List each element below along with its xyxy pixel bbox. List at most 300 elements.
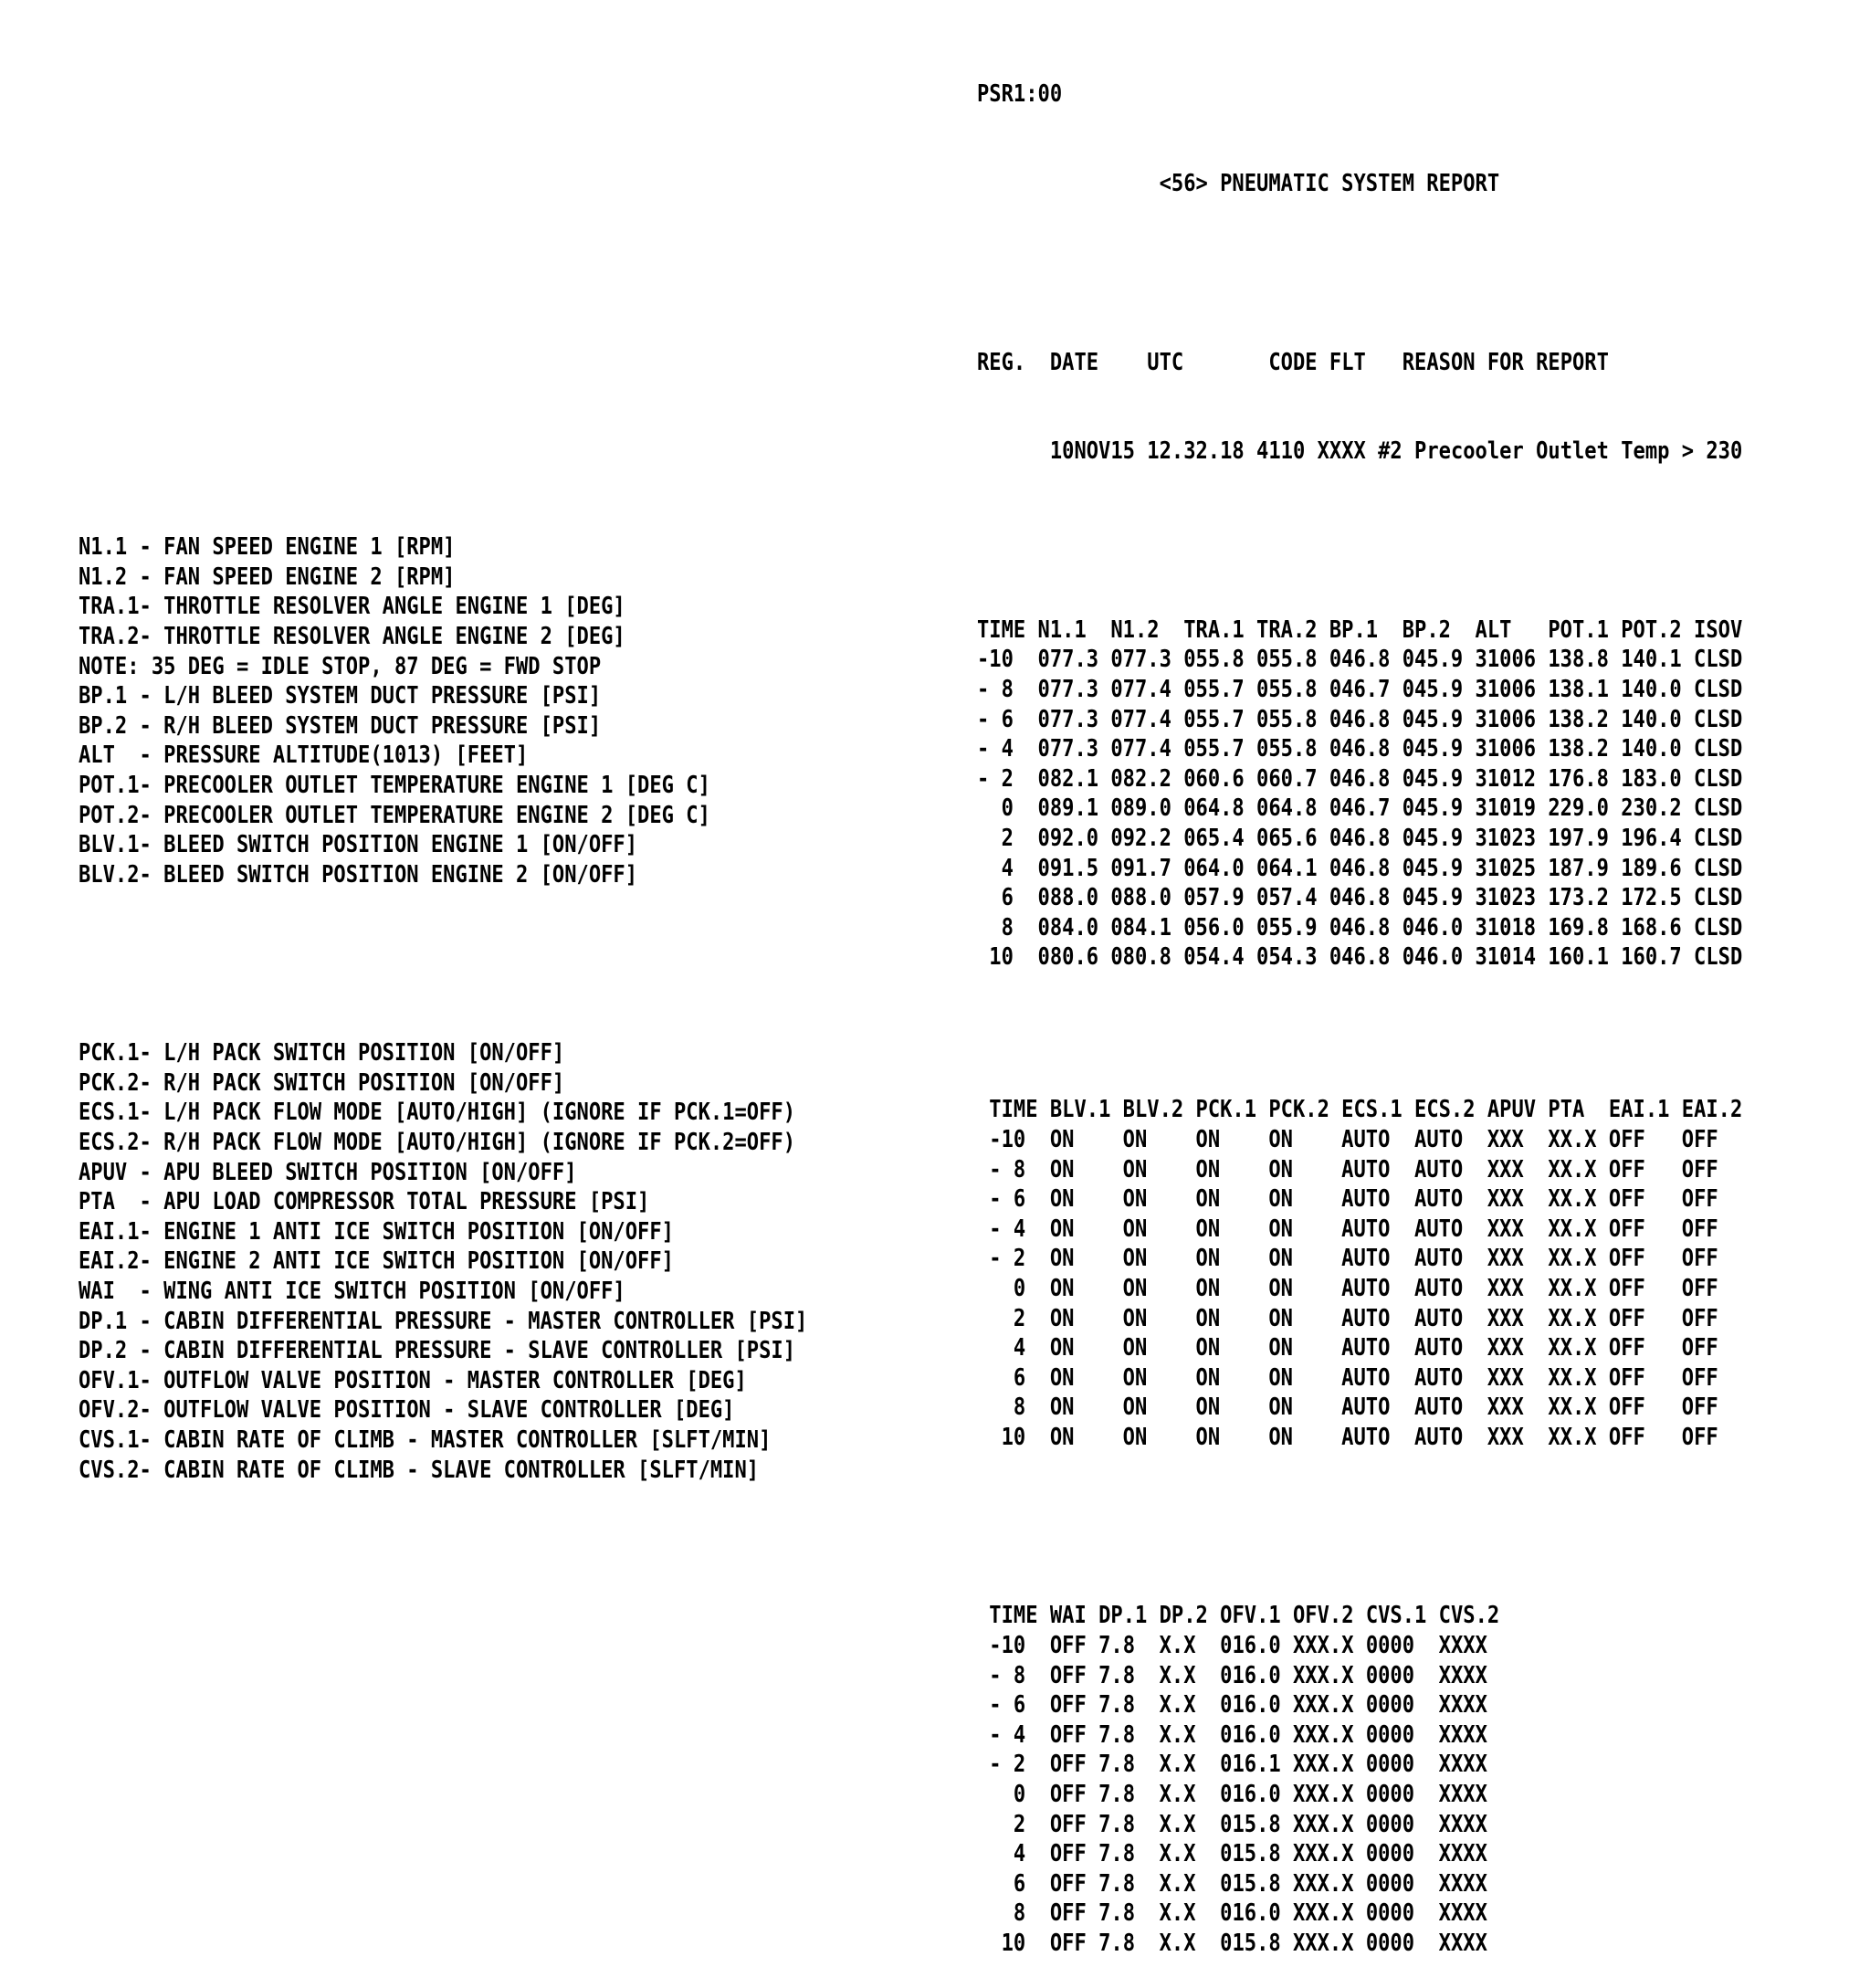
report-title-text: <56> PNEUMATIC SYSTEM REPORT (1159, 169, 1500, 197)
cell: TIME (989, 1602, 1050, 1630)
cell: 077.3 (1037, 676, 1111, 704)
cell: 055.9 (1256, 913, 1329, 941)
cell: 229.0 (1548, 794, 1622, 823)
cell: 160.7 (1621, 943, 1695, 972)
engine-bleed-table (977, 615, 1767, 973)
cell: ISOV (1694, 615, 1755, 644)
cell: 4110 (1256, 437, 1318, 466)
legend-line: ECS.2- R/H PACK FLOW MODE [AUTO/HIGH] (IGNORE IF PCK.2=OFF) (79, 1129, 796, 1157)
cell: 077.4 (1110, 735, 1184, 763)
cell: 077.3 (1037, 646, 1111, 674)
cell: XXX.X (1292, 1781, 1366, 1809)
cell: ON (1195, 1125, 1269, 1153)
cell: 054.3 (1256, 943, 1329, 972)
cell: OFF (1049, 1751, 1099, 1779)
info-value-cells (977, 437, 1767, 467)
cell: ON (1122, 1304, 1196, 1332)
cell: 055.8 (1256, 676, 1329, 704)
cell: 10 (977, 943, 1038, 972)
cell: OFF (1049, 1720, 1099, 1749)
cell: 077.4 (1110, 676, 1184, 704)
cell: XX.X (1548, 1423, 1609, 1451)
legend-line: DP.2 - CABIN DIFFERENTIAL PRESSURE - SLAVE CONTROLLER [PSI] (79, 1337, 796, 1365)
cell: 016.0 (1220, 1661, 1293, 1689)
cell: XXX.X (1292, 1661, 1366, 1689)
cell: OFF (1681, 1304, 1743, 1332)
cell: 045.9 (1402, 884, 1476, 912)
table-row (977, 1631, 1767, 1661)
cell: 2 (989, 1304, 1050, 1332)
cell: XXXX (1438, 1661, 1500, 1689)
cell: OFF (1049, 1930, 1099, 1957)
cell: OFF (1681, 1394, 1743, 1422)
parameter-legend (79, 473, 807, 1515)
table-row (977, 1333, 1767, 1363)
cell: OFF (1049, 1661, 1099, 1689)
cell: - 8 (989, 1155, 1050, 1183)
cell: ON (1049, 1274, 1123, 1302)
legend-line: OFV.1- OUTFLOW VALVE POSITION - MASTER CONTROLLER [DEG] (79, 1366, 747, 1394)
cell: XXXX (1317, 437, 1379, 466)
cell: 10NOV15 (1049, 437, 1148, 466)
cell: EAI.1 (1608, 1096, 1682, 1124)
cell: AUTO (1414, 1125, 1487, 1153)
cell: 0000 (1365, 1899, 1439, 1928)
cell: ON (1195, 1363, 1269, 1392)
cell: - 8 (989, 1661, 1050, 1689)
cell: 016.1 (1220, 1751, 1293, 1779)
cell: 046.8 (1329, 913, 1402, 941)
report-header-id: PSR1:00 (977, 80, 1063, 109)
cell: OFF (1608, 1125, 1682, 1153)
cell: CLSD (1694, 735, 1755, 763)
cell: 10 (989, 1930, 1050, 1957)
cell: AUTO (1341, 1334, 1415, 1362)
cell: OFF (1681, 1363, 1743, 1392)
cell: 080.6 (1037, 943, 1111, 972)
cell: XXX (1487, 1334, 1549, 1362)
cell: XXXX (1438, 1751, 1500, 1779)
cell: BP.1 (1329, 615, 1402, 644)
cell: AUTO (1414, 1155, 1487, 1183)
cell: 056.0 (1183, 913, 1257, 941)
cell: 046.8 (1329, 854, 1402, 882)
cell: 0000 (1365, 1661, 1439, 1689)
cell: CLSD (1694, 884, 1755, 912)
cell: XX.X (1548, 1334, 1609, 1362)
cell: ON (1195, 1215, 1269, 1243)
cell: 4 (977, 854, 1038, 882)
cell: 31006 (1475, 735, 1549, 763)
cell: 046.0 (1402, 943, 1476, 972)
cell: 045.9 (1402, 735, 1476, 763)
cell: OFF (1049, 1781, 1099, 1809)
cell: AUTO (1341, 1274, 1415, 1302)
cell: OFF (1608, 1334, 1682, 1362)
table-row (977, 1393, 1767, 1423)
cell: 7.8 (1098, 1899, 1160, 1928)
cell: XXX.X (1292, 1632, 1366, 1660)
cell: 2 (977, 825, 1038, 853)
cell: OFF (1608, 1363, 1682, 1392)
cell: 0000 (1365, 1930, 1439, 1957)
cell: XX.X (1548, 1304, 1609, 1332)
cell: 045.9 (1402, 825, 1476, 853)
report-spacer (977, 258, 1767, 289)
legend-line: PCK.2- R/H PACK SWITCH POSITION [ON/OFF] (79, 1068, 565, 1097)
cell: 7.8 (1098, 1781, 1160, 1809)
cell: ON (1049, 1155, 1123, 1183)
cell: CLSD (1694, 854, 1755, 882)
cell: - 2 (989, 1245, 1050, 1273)
table-row (977, 824, 1767, 854)
cell: CLSD (1694, 705, 1755, 733)
cell: CLSD (1694, 794, 1755, 823)
cell: XX.X (1548, 1125, 1609, 1153)
cell: 046.7 (1329, 676, 1402, 704)
table-row (977, 705, 1767, 735)
cell: OFF (1608, 1394, 1682, 1422)
cell: ECS.1 (1341, 1096, 1415, 1124)
report-spacer (977, 1032, 1767, 1036)
cell: XXX.X (1292, 1720, 1366, 1749)
cell: AUTO (1341, 1363, 1415, 1392)
cell: 016.0 (1220, 1899, 1293, 1928)
cell: POT.2 (1621, 615, 1695, 644)
table-row (977, 1215, 1767, 1245)
table-row (977, 1155, 1767, 1185)
cell: ON (1049, 1215, 1123, 1243)
cell: 046.8 (1329, 943, 1402, 972)
cell: 140.1 (1621, 646, 1695, 674)
cell: ON (1195, 1304, 1269, 1332)
cell: XXXX (1438, 1691, 1500, 1720)
cell: - 6 (989, 1185, 1050, 1214)
cell: 046.8 (1329, 764, 1402, 793)
cell: ON (1049, 1185, 1123, 1214)
cell: ON (1195, 1185, 1269, 1214)
cell: ON (1122, 1215, 1196, 1243)
table-row (977, 1184, 1767, 1215)
cell: -10 (977, 646, 1038, 674)
cell: BLV.2 (1122, 1096, 1196, 1124)
cell: OFV.2 (1292, 1602, 1366, 1630)
cell: 016.0 (1220, 1720, 1293, 1749)
table-row (977, 1304, 1767, 1334)
cell (977, 437, 1050, 465)
cell: ON (1268, 1215, 1342, 1243)
cell: OFF (1049, 1899, 1099, 1928)
cell: 183.0 (1621, 764, 1695, 793)
cell: -10 (989, 1125, 1050, 1153)
cell: AUTO (1414, 1423, 1487, 1451)
cell: 055.8 (1256, 705, 1329, 733)
cell: 015.8 (1220, 1869, 1293, 1898)
cell: ON (1122, 1363, 1196, 1392)
cell: 064.1 (1256, 854, 1329, 882)
cell: 055.7 (1183, 735, 1257, 763)
cell: WAI (1049, 1602, 1099, 1630)
cell: 0 (989, 1781, 1050, 1809)
cell: AUTO (1341, 1394, 1415, 1422)
cell: 176.8 (1548, 764, 1622, 793)
cell: 230.2 (1621, 794, 1695, 823)
cell: XX.X (1548, 1274, 1609, 1302)
report-spacer (977, 526, 1767, 556)
cell: 046.8 (1329, 884, 1402, 912)
cell: XX.X (1548, 1155, 1609, 1183)
cell: X.X (1159, 1869, 1221, 1898)
cell: 31014 (1475, 943, 1549, 972)
cell: 064.0 (1183, 854, 1257, 882)
cell: ON (1268, 1423, 1342, 1451)
table-header (977, 615, 1767, 646)
cell: 016.0 (1220, 1691, 1293, 1720)
cell: X.X (1159, 1632, 1221, 1660)
cell: - 2 (989, 1751, 1050, 1779)
cell: 045.9 (1402, 794, 1476, 823)
report-title (977, 169, 1767, 199)
cell: XXX (1487, 1215, 1549, 1243)
cell: PTA (1548, 1096, 1609, 1124)
legend-line: BLV.2- BLEED SWITCH POSITION ENGINE 2 [ON/OFF] (79, 860, 638, 889)
table-row (977, 794, 1767, 824)
cell: 045.9 (1402, 646, 1476, 674)
cell: OFF (1608, 1155, 1682, 1183)
cell: 060.6 (1183, 764, 1257, 793)
legend-line: EAI.2- ENGINE 2 ANTI ICE SWITCH POSITION [ON/OFF] (79, 1247, 674, 1276)
cell: 077.3 (1037, 735, 1111, 763)
cell: 12.32.18 (1147, 437, 1257, 466)
cell: XXX (1487, 1155, 1549, 1183)
cell: 0000 (1365, 1869, 1439, 1898)
cabin-pressure-table (977, 1601, 1767, 1958)
cell: 7.8 (1098, 1810, 1160, 1838)
cell: 7.8 (1098, 1691, 1160, 1720)
cell: ON (1049, 1304, 1123, 1332)
cell: ON (1049, 1394, 1123, 1422)
cell: OFF (1608, 1245, 1682, 1273)
legend-group-pack-cabin (79, 1038, 807, 1485)
legend-line: EAI.1- ENGINE 1 ANTI ICE SWITCH POSITION [ON/OFF] (79, 1217, 674, 1246)
cell: ECS.2 (1414, 1096, 1487, 1124)
cell: OFF (1608, 1215, 1682, 1243)
cell: OFF (1681, 1423, 1743, 1451)
cell: OFF (1049, 1632, 1099, 1660)
cell: 140.0 (1621, 705, 1695, 733)
cell: 065.6 (1256, 825, 1329, 853)
cell: ON (1195, 1334, 1269, 1362)
cell: ON (1049, 1334, 1123, 1362)
switch-position-table (977, 1095, 1767, 1452)
table-row (977, 1423, 1767, 1453)
cell: 046.8 (1329, 705, 1402, 733)
cell: 055.8 (1256, 735, 1329, 763)
cell: 31012 (1475, 764, 1549, 793)
cell: N1.2 (1110, 615, 1184, 644)
legend-line: ECS.1- L/H PACK FLOW MODE [AUTO/HIGH] (IGNORE IF PCK.1=OFF) (79, 1099, 796, 1127)
cell: XX.X (1548, 1394, 1609, 1422)
cell: XXX (1487, 1423, 1549, 1451)
cell: ON (1268, 1185, 1342, 1214)
cell: TRA.1 (1183, 615, 1257, 644)
cell: XXX.X (1292, 1691, 1366, 1720)
cell: X.X (1159, 1661, 1221, 1689)
cell: POT.1 (1548, 615, 1622, 644)
cell: 064.8 (1256, 794, 1329, 823)
cell: 0000 (1365, 1810, 1439, 1838)
table-row (977, 675, 1767, 705)
cell: ON (1122, 1155, 1196, 1183)
cell: 8 (989, 1899, 1050, 1928)
cell: 138.2 (1548, 705, 1622, 733)
cell: 169.8 (1548, 913, 1622, 941)
cell: XXX (1487, 1274, 1549, 1302)
cell: XXXX (1438, 1930, 1500, 1957)
cell: XXX.X (1292, 1810, 1366, 1838)
cell: TIME (989, 1096, 1050, 1124)
table-row (977, 854, 1767, 884)
cell: AUTO (1414, 1304, 1487, 1332)
cell: 31023 (1475, 884, 1549, 912)
cell: ON (1268, 1155, 1342, 1183)
cell: 0000 (1365, 1720, 1439, 1749)
cell: 057.4 (1256, 884, 1329, 912)
legend-line: CVS.1- CABIN RATE OF CLIMB - MASTER CONTROLLER [SLFT/MIN] (79, 1426, 772, 1454)
cell: 0000 (1365, 1632, 1439, 1660)
cell: ON (1268, 1394, 1342, 1422)
cell: 31019 (1475, 794, 1549, 823)
legend-line: TRA.2- THROTTLE RESOLVER ANGLE ENGINE 2 [DEG] (79, 622, 625, 650)
cell: 0000 (1365, 1781, 1439, 1809)
cell: 2 (989, 1810, 1050, 1838)
cell: 138.8 (1548, 646, 1622, 674)
cell: 046.8 (1329, 825, 1402, 853)
cell: AUTO (1414, 1274, 1487, 1302)
table-row (977, 1690, 1767, 1720)
cell: ON (1122, 1334, 1196, 1362)
cell: 187.9 (1548, 854, 1622, 882)
table-row (977, 645, 1767, 675)
cell: XX.X (1548, 1185, 1609, 1214)
cell: AUTO (1341, 1125, 1415, 1153)
cell: XXX (1487, 1125, 1549, 1153)
cell: 7.8 (1098, 1661, 1160, 1689)
cell: OFF (1681, 1155, 1743, 1183)
legend-group-engine-bleed (79, 532, 807, 889)
legend-line: PCK.1- L/H PACK SWITCH POSITION [ON/OFF] (79, 1039, 565, 1068)
cell: X.X (1159, 1840, 1221, 1868)
table-row (977, 1839, 1767, 1869)
cell: ON (1122, 1274, 1196, 1302)
cell: 31006 (1475, 705, 1549, 733)
cell: 084.1 (1110, 913, 1184, 941)
cell: AUTO (1341, 1304, 1415, 1332)
cell: 7.8 (1098, 1930, 1160, 1957)
cell: 091.7 (1110, 854, 1184, 882)
cell: - 4 (989, 1720, 1050, 1749)
cell: AUTO (1341, 1155, 1415, 1183)
cell: 197.9 (1548, 825, 1622, 853)
cell: 0000 (1365, 1691, 1439, 1720)
legend-line: PTA - APU LOAD COMPRESSOR TOTAL PRESSURE [PSI] (79, 1188, 650, 1216)
info-header-cells (977, 348, 1767, 378)
cell: OFF (1681, 1185, 1743, 1214)
cell: - 8 (977, 676, 1038, 704)
legend-line: DP.1 - CABIN DIFFERENTIAL PRESSURE - MASTER CONTROLLER [PSI] (79, 1307, 808, 1335)
cell: DATE (1049, 348, 1148, 376)
cell: 092.2 (1110, 825, 1184, 853)
cell: 077.3 (1110, 646, 1184, 674)
cell: 4 (989, 1840, 1050, 1868)
cell: XXX (1487, 1304, 1549, 1332)
cell: BP.2 (1402, 615, 1476, 644)
cell: XXX.X (1292, 1869, 1366, 1898)
cell: 045.9 (1402, 705, 1476, 733)
legend-line: CVS.2- CABIN RATE OF CLIMB - SLAVE CONTROLLER [SLFT/MIN] (79, 1456, 760, 1484)
cell: 173.2 (1548, 884, 1622, 912)
cell: X.X (1159, 1751, 1221, 1779)
legend-line: WAI - WING ANTI ICE SWITCH POSITION [ON/OFF] (79, 1278, 625, 1306)
cell: 160.1 (1548, 943, 1622, 972)
cell: AUTO (1414, 1245, 1487, 1273)
cell: 045.9 (1402, 854, 1476, 882)
cell: ON (1268, 1274, 1342, 1302)
cell: 7.8 (1098, 1720, 1160, 1749)
cell: X.X (1159, 1899, 1221, 1928)
cell: XXX.X (1292, 1751, 1366, 1779)
cell: AUTO (1341, 1423, 1415, 1451)
cell: PCK.2 (1268, 1096, 1342, 1124)
cell: #2 Precooler Outlet Temp > 230 (1378, 437, 1767, 466)
cell: 140.0 (1621, 676, 1695, 704)
cell: DP.1 (1098, 1602, 1160, 1630)
cell: 7.8 (1098, 1751, 1160, 1779)
cell: XXXX (1438, 1810, 1500, 1838)
cell: REASON FOR REPORT (1402, 348, 1645, 376)
cell: 064.8 (1183, 794, 1257, 823)
table-row (977, 734, 1767, 764)
cell: AUTO (1341, 1215, 1415, 1243)
legend-line: BP.1 - L/H BLEED SYSTEM DUCT PRESSURE [PSI] (79, 682, 602, 710)
cell: ON (1268, 1125, 1342, 1153)
cell: OFF (1608, 1185, 1682, 1214)
cell: OFV.1 (1220, 1602, 1293, 1630)
legend-line: APUV - APU BLEED SWITCH POSITION [ON/OFF] (79, 1158, 577, 1186)
cell: PCK.1 (1195, 1096, 1269, 1124)
pneumatic-system-report (977, 20, 1767, 1988)
cell: XXXX (1438, 1781, 1500, 1809)
cell: 6 (989, 1869, 1050, 1898)
cell: OFF (1681, 1215, 1743, 1243)
cell: AUTO (1414, 1334, 1487, 1362)
cell: ON (1268, 1363, 1342, 1392)
table-row (977, 764, 1767, 794)
cell: 6 (977, 884, 1038, 912)
cell: ON (1049, 1363, 1123, 1392)
cell: 082.2 (1110, 764, 1184, 793)
cell: 31023 (1475, 825, 1549, 853)
cell: FLT (1329, 348, 1402, 376)
table-row (977, 883, 1767, 913)
legend-line: N1.2 - FAN SPEED ENGINE 2 [RPM] (79, 563, 456, 591)
cell: OFF (1608, 1423, 1682, 1451)
cell: 189.6 (1621, 854, 1695, 882)
cell: 8 (989, 1394, 1050, 1422)
cell: 0000 (1365, 1840, 1439, 1868)
cell: ON (1268, 1304, 1342, 1332)
cell: 7.8 (1098, 1632, 1160, 1660)
